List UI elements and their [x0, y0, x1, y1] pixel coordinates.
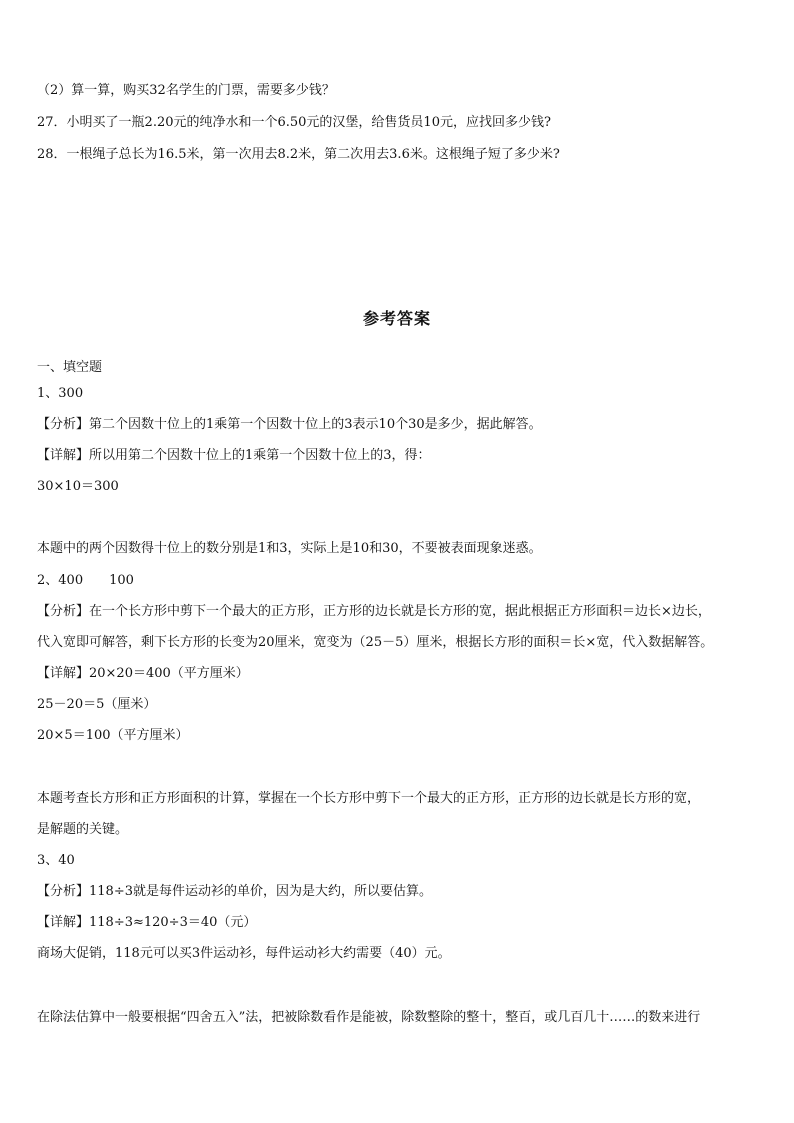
- answer-1-head: 1、300: [37, 386, 84, 401]
- answer-2-note-line-2: 是解题的关键。: [37, 822, 129, 837]
- answer-3-note: 在除法估算中一般要根据“四舍五入”法，把被除数看作是能被，除数整除的整十，整百，或几百几十……的数来进行: [37, 1010, 701, 1025]
- answer-3-analysis: 【分析】118÷3就是每件运动衫的单价，因为是大约，所以要估算。: [37, 884, 432, 899]
- answer-1-analysis: 【分析】第二个因数十位上的1乘第一个因数十位上的3表示10个30是多少，据此解答。: [37, 417, 542, 432]
- answers-title: 参考答案: [362, 309, 431, 328]
- question-27: 27．小明买了一瓶2.20元的纯净水和一个6.50元的汉堡，给售货员10元，应找回多少钱?: [37, 115, 551, 130]
- section-heading: 一、填空题: [37, 360, 103, 375]
- question-26-part-2: （2）算一算，购买32名学生的门票，需要多少钱？: [37, 83, 335, 98]
- answer-2-calc-1: 25－20＝5（厘米）: [37, 697, 157, 712]
- answer-1-detail: 【详解】所以用第二个因数十位上的1乘第一个因数十位上的3，得：: [37, 448, 431, 463]
- answer-2-detail: 【详解】20×20＝400（平方厘米）: [37, 666, 249, 681]
- answer-3-detail: 【详解】118÷3≈120÷3＝40（元）: [37, 915, 257, 930]
- answer-2-calc-2: 20×5＝100（平方厘米）: [37, 728, 189, 743]
- question-28: 28．一根绳子总长为16.5米，第一次用去8.2米，第二次用去3.6米。这根绳子短了多少米?: [37, 147, 560, 162]
- answer-2-analysis-line-2: 代入宽即可解答，剩下长方形的长变为20厘米，宽变为（25－5）厘米，根据长方形的面积＝长×宽，代入数据解答。: [37, 635, 714, 650]
- answer-2-note-line-1: 本题考查长方形和正方形面积的计算，掌握在一个长方形中剪下一个最大的正方形，正方形的边长就是长方形的宽，: [37, 791, 701, 806]
- answer-2-head: 2、400 100: [37, 573, 134, 588]
- answer-1-note: 本题中的两个因数得十位上的数分别是1和3，实际上是10和30，不要被表面现象迷惑。: [37, 541, 542, 556]
- answer-3-head: 3、40: [37, 853, 75, 868]
- answer-3-result: 商场大促销，118元可以买3件运动衫，每件运动衫大约需要（40）元。: [37, 946, 451, 961]
- answer-2-analysis-line-1: 【分析】在一个长方形中剪下一个最大的正方形，正方形的边长就是长方形的宽，据此根据正方形面积＝边长×边长，: [37, 604, 711, 619]
- answer-1-calc: 30×10＝300: [37, 479, 119, 494]
